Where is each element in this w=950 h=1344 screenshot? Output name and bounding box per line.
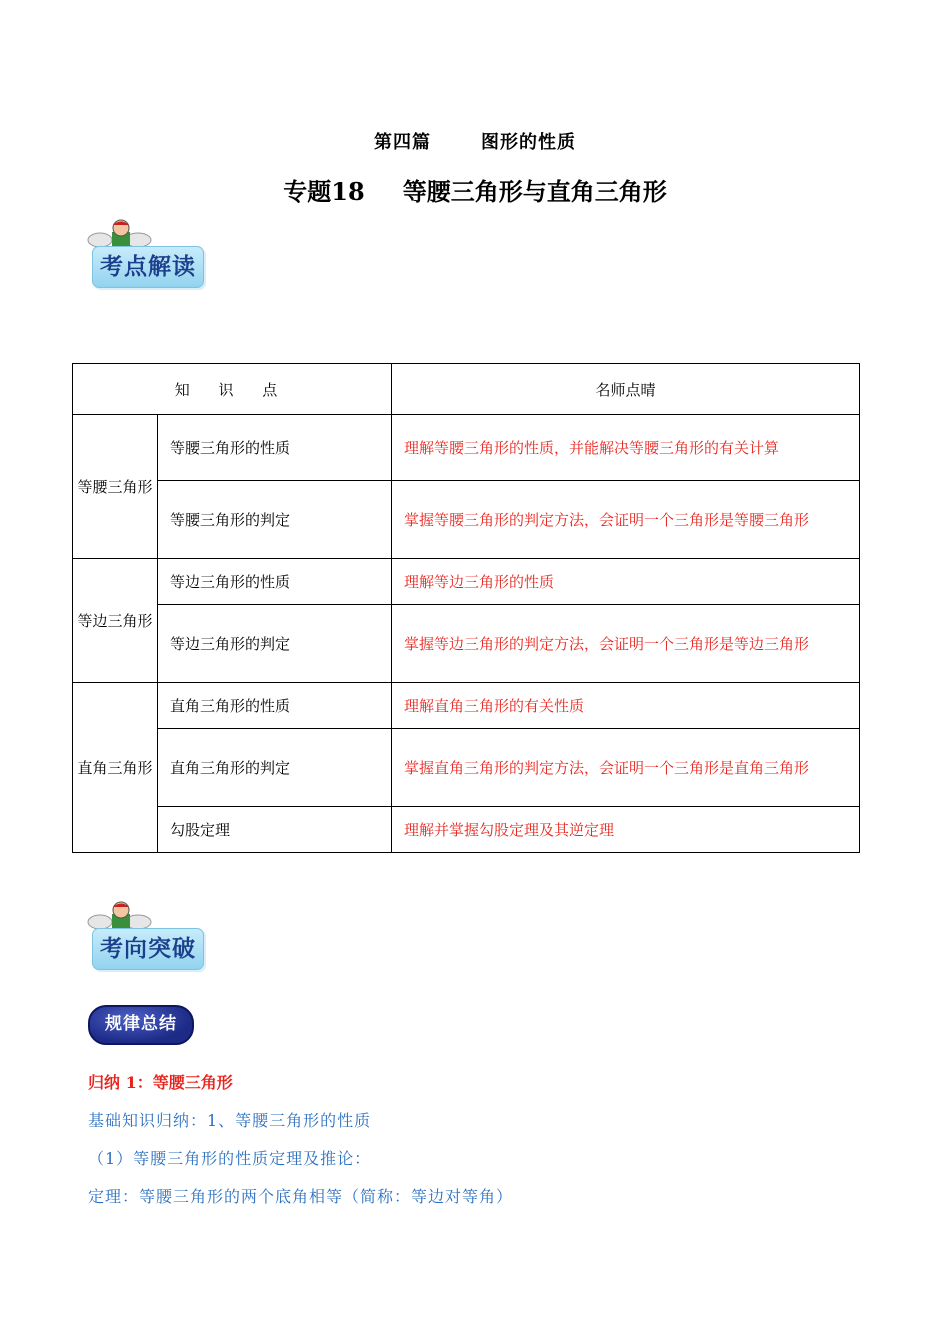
- tip-cell: 理解直角三角形的有关性质: [392, 683, 860, 729]
- kaoxiang-label: 考向突破: [100, 935, 196, 962]
- part-name: 图形的性质: [481, 132, 576, 153]
- kaodian-banner: [84, 218, 204, 290]
- kaodian-label: 考点解读: [100, 253, 196, 280]
- summary-pill-label: 规律总结: [105, 1014, 177, 1034]
- part-title: [0, 128, 950, 154]
- tip-cell: 理解等腰三角形的性质，并能解决等腰三角形的有关计算: [392, 415, 860, 481]
- header-teacher-tips: 名师点晴: [392, 364, 860, 415]
- group-right: 直角三角形: [73, 683, 158, 853]
- body-line-2: （1）等腰三角形的性质定理及推论：: [88, 1149, 372, 1168]
- tip-cell: 掌握等边三角形的判定方法，会证明一个三角形是等边三角形: [392, 605, 860, 683]
- group-isosceles: 等腰三角形: [73, 415, 158, 559]
- tip-cell: 掌握直角三角形的判定方法，会证明一个三角形是直角三角形: [392, 729, 860, 807]
- table-row: [73, 807, 860, 853]
- point-cell: 勾股定理: [158, 807, 392, 853]
- point-cell: 直角三角形的性质: [158, 683, 392, 729]
- topic-number: 专题18: [283, 177, 365, 206]
- point-cell: 等腰三角形的判定: [158, 481, 392, 559]
- table-row: [73, 605, 860, 683]
- tip-cell: 理解并掌握勾股定理及其逆定理: [392, 807, 860, 853]
- body-line-3: 定理：等腰三角形的两个底角相等（简称：等边对等角）: [88, 1187, 514, 1206]
- section-heading: 归纳 1：等腰三角形: [88, 1073, 233, 1092]
- point-cell: 等边三角形的性质: [158, 559, 392, 605]
- tip-cell: 理解等边三角形的性质: [392, 559, 860, 605]
- topic-title: [0, 172, 950, 207]
- summary-pill: [88, 1005, 194, 1045]
- point-cell: 等边三角形的判定: [158, 605, 392, 683]
- table-row: [73, 559, 860, 605]
- table-row: [73, 683, 860, 729]
- tip-cell: 掌握等腰三角形的判定方法，会证明一个三角形是等腰三角形: [392, 481, 860, 559]
- group-equilateral: 等边三角形: [73, 559, 158, 683]
- part-number: 第四篇: [374, 132, 431, 153]
- point-cell: 直角三角形的判定: [158, 729, 392, 807]
- table-row: [73, 729, 860, 807]
- topic-name: 等腰三角形与直角三角形: [402, 177, 667, 206]
- header-knowledge-point: 知 识 点: [73, 364, 392, 415]
- knowledge-table: [72, 363, 860, 853]
- table-row: [73, 415, 860, 481]
- kaoxiang-banner: [84, 900, 204, 972]
- table-row: [73, 481, 860, 559]
- body-line-1: 基础知识归纳：1、等腰三角形的性质: [88, 1111, 372, 1130]
- point-cell: 等腰三角形的性质: [158, 415, 392, 481]
